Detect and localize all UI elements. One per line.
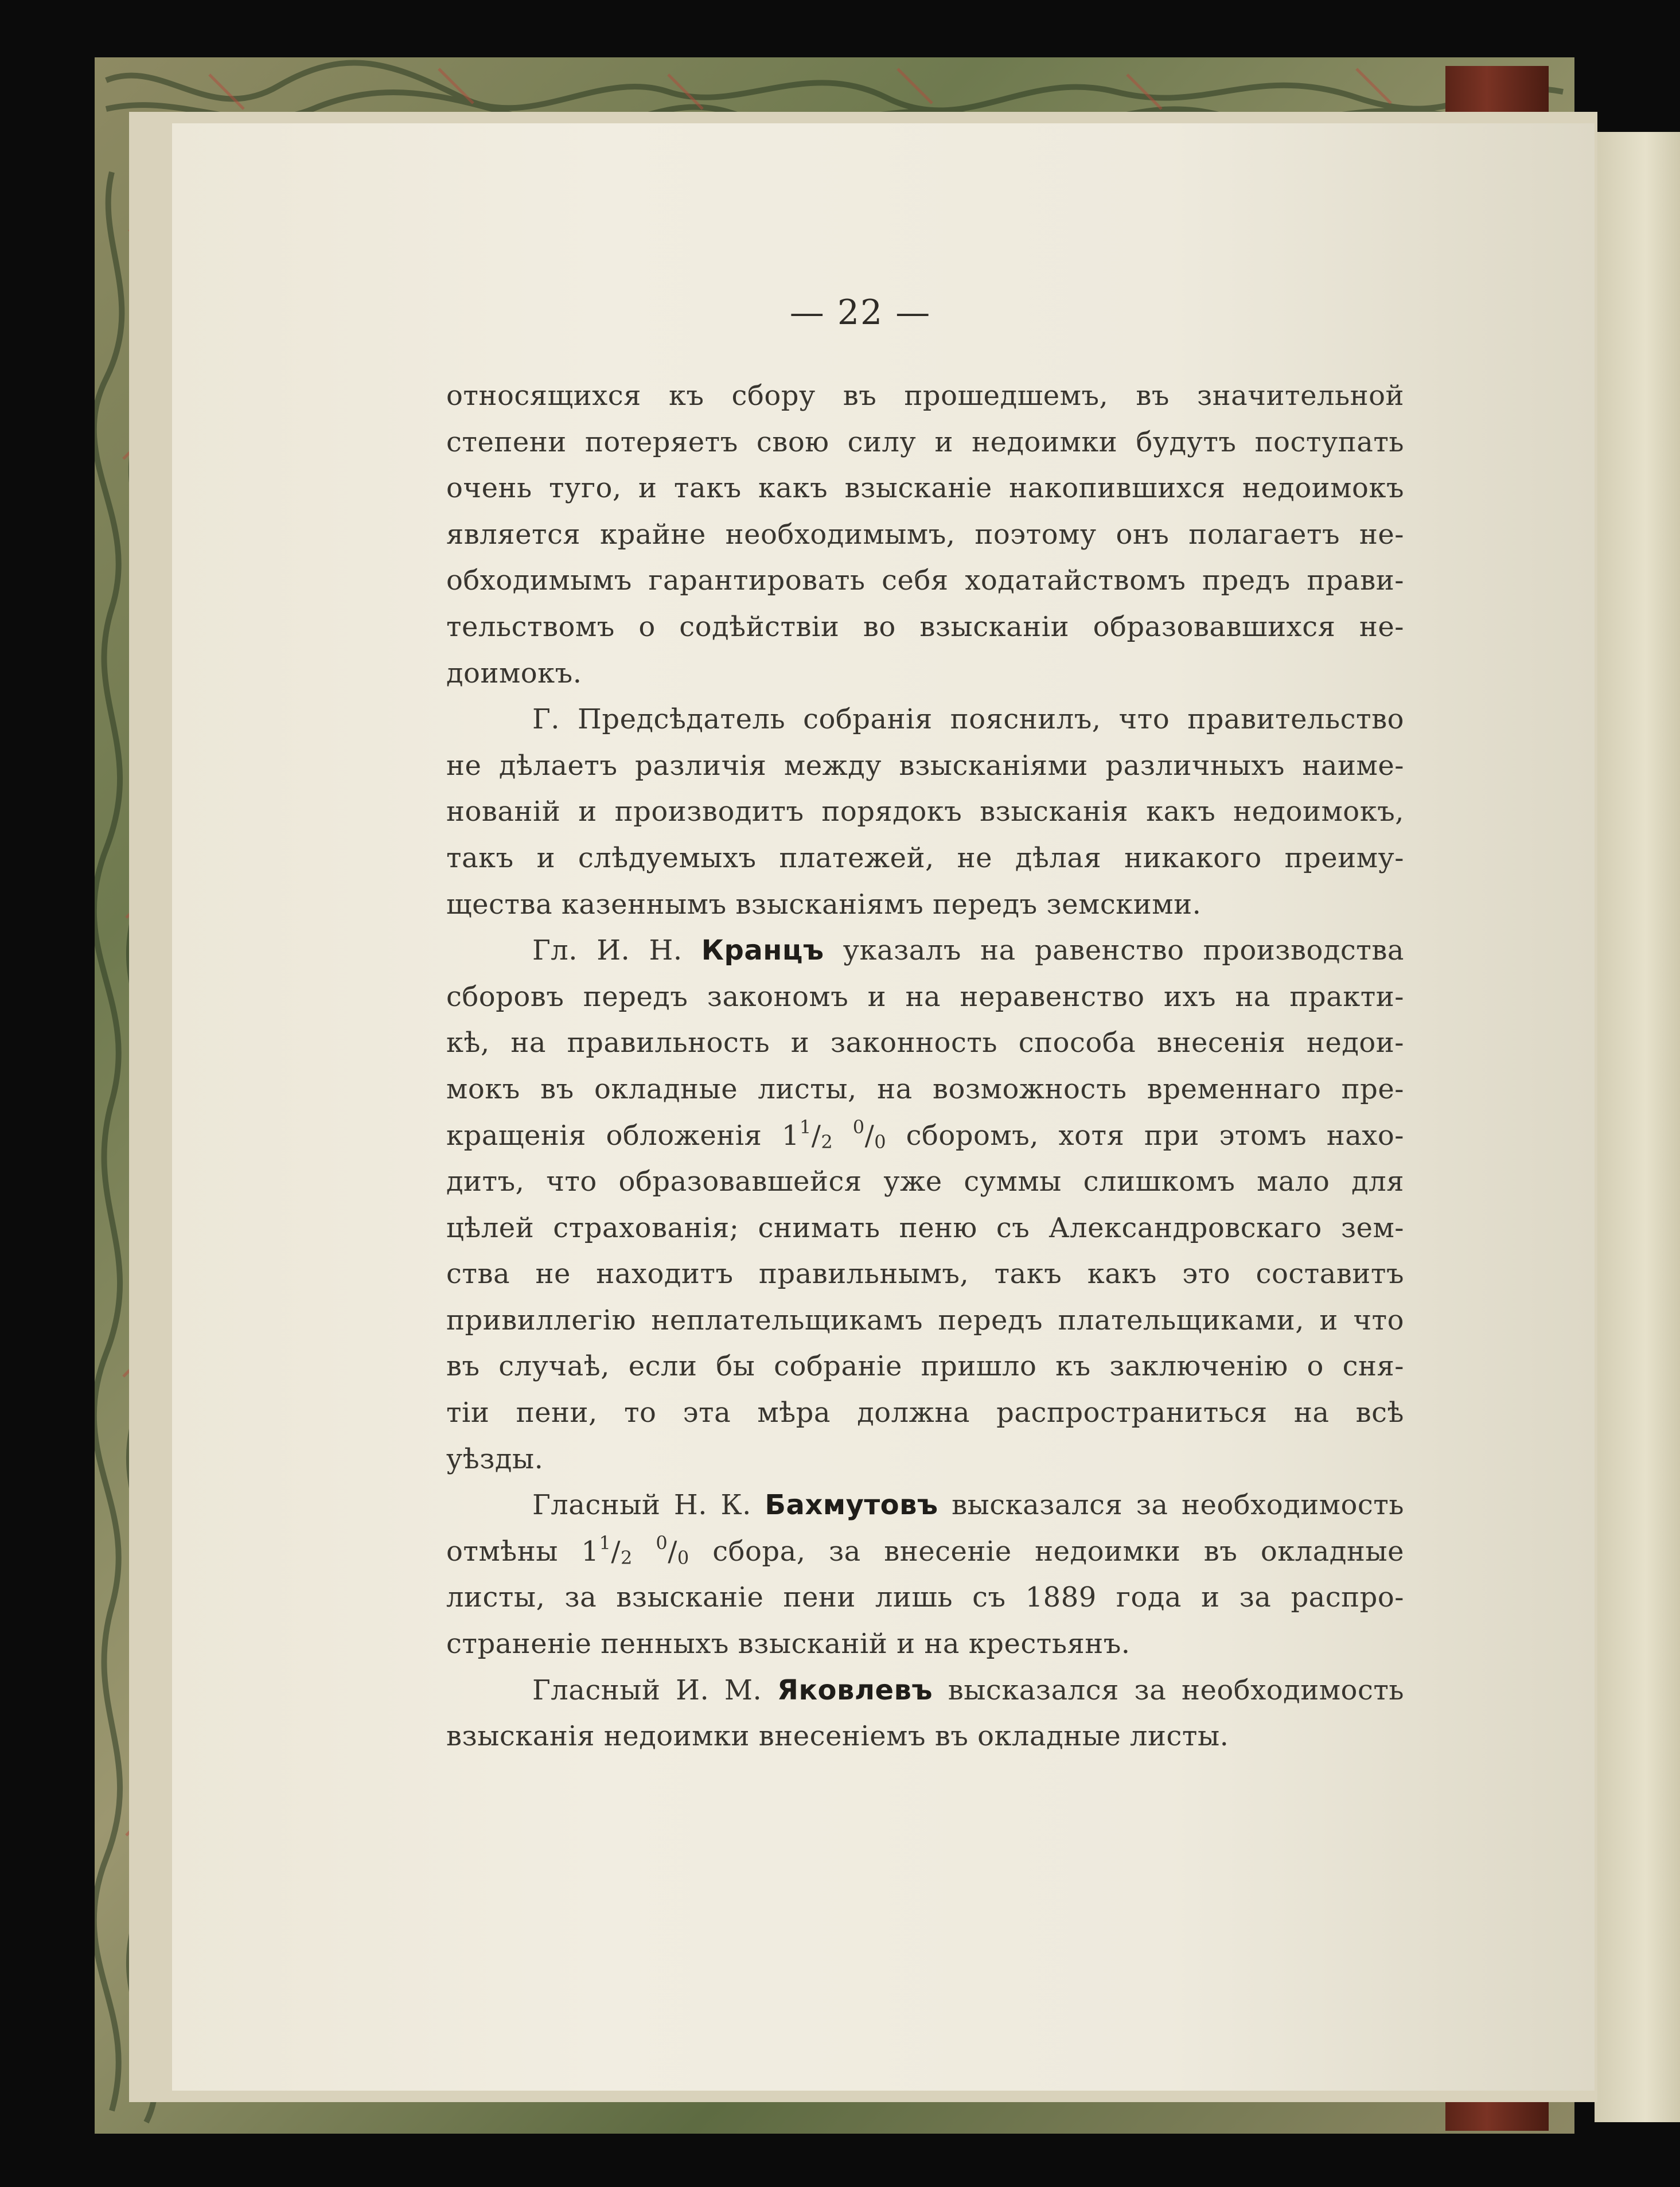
text-line: взысканія недоимки внесеніемъ въ окладные листы.: [446, 1720, 1229, 1753]
text-fragment: указалъ на равенство производства: [843, 934, 1404, 967]
fraction-denominator: 2: [821, 1130, 833, 1153]
speaker-name: Бахмутовъ: [765, 1489, 938, 1522]
speaker-prefix: Гласный И. М.: [532, 1674, 762, 1706]
next-page-edge: [1595, 132, 1680, 2122]
text-line: ства не находитъ правильнымъ, такъ какъ это составитъ: [446, 1258, 1404, 1291]
fraction-denominator: 2: [620, 1546, 633, 1569]
text-fragment: высказался за необходимость: [952, 1489, 1404, 1522]
text-line: кѣ, на правильность и законность способа внесенія недои-: [446, 1027, 1404, 1059]
text-line: нованій и производитъ порядокъ взысканія какъ недоимокъ,: [446, 796, 1404, 828]
text-line: сборовъ передъ закономъ и на неравенство ихъ на практи-: [446, 980, 1404, 1013]
speaker-name: Кранцъ: [701, 934, 824, 967]
text-line: доимокъ.: [446, 657, 582, 689]
speaker-prefix: Гл. И. Н.: [532, 934, 683, 967]
text-line: отмѣны $1^1/2$ $^0$/0 сбора, за внесеніе недоимки въ окладные: [446, 1531, 1405, 1569]
text-line: страненіе пенныхъ взысканій и на крестьянъ.: [446, 1628, 1131, 1660]
text-line: очень туго, и такъ какъ взысканіе накопившихся недоимокъ: [446, 472, 1404, 505]
text-fragment: кращенія обложенія 1: [446, 1119, 800, 1152]
text-line: такъ и слѣдуемыхъ платежей, не дѣлая никакого преиму-: [446, 841, 1404, 874]
text-fragment: высказался за необходимость: [948, 1674, 1405, 1706]
page-number: — 22 —: [789, 293, 931, 333]
percent-zero: 0: [874, 1130, 887, 1153]
text-line: Г. Предсѣдатель собранія пояснилъ, что правительство: [532, 703, 1404, 736]
text-line: листы, за взысканіе пени лишь съ 1889 года и за распро-: [446, 1581, 1404, 1614]
text-line: степени потеряетъ свою силу и недоимки будутъ поступать: [446, 426, 1404, 458]
text-fragment: сбора, за внесеніе недоимки въ окладные: [712, 1535, 1405, 1568]
percent-degree: 0: [656, 1531, 668, 1554]
text-line: въ случаѣ, если бы собраніе пришло къ заключенію о сня-: [446, 1350, 1404, 1383]
text-line: обходимымъ гарантировать себя ходатайствомъ предъ прави-: [446, 564, 1404, 597]
text-line: уѣзды.: [446, 1443, 544, 1475]
text-line: тіи пени, то эта мѣра должна распространиться на всѣ: [446, 1397, 1404, 1429]
text-line: относящихся къ сбору въ прошедшемъ, въ значительной: [446, 380, 1404, 412]
text-line: не дѣлаетъ различія между взысканіями различныхъ наиме-: [446, 749, 1404, 782]
fraction-numerator: 1: [799, 1116, 812, 1138]
text-fragment: сборомъ, хотя при этомъ нахо-: [906, 1119, 1404, 1152]
speaker-prefix: Гласный Н. К.: [532, 1489, 751, 1522]
text-line: кращенія обложенія $1^1/2$ $^0$/0 сборомъ, хотя при этомъ нахо-: [446, 1116, 1404, 1153]
text-line: щества казеннымъ взысканіямъ передъ земскими.: [446, 888, 1202, 921]
text-line: тельствомъ о содѣйствіи во взысканіи образовавшихся не-: [446, 610, 1404, 643]
text-line: цѣлей страхованія; снимать пеню съ Александровскаго зем-: [446, 1211, 1404, 1244]
text-line: является крайне необходимымъ, поэтому онъ полагаетъ не-: [446, 518, 1404, 551]
text-line: привиллегію неплательщикамъ передъ плательщиками, и что: [446, 1304, 1404, 1336]
speaker-name: Яковлевъ: [777, 1674, 933, 1706]
text-line: [446, 1667, 1404, 1714]
page-body-text: [446, 373, 1404, 1760]
text-line: [446, 1482, 1404, 1529]
text-line: дитъ, что образовавшейся уже суммы слишкомъ мало для: [446, 1165, 1404, 1198]
text-line: мокъ въ окладные листы, на возможность временнаго пре-: [446, 1073, 1404, 1105]
text-line: [446, 927, 1404, 974]
fraction-numerator: 1: [599, 1531, 611, 1554]
text-fragment: отмѣны 1: [446, 1535, 599, 1568]
percent-zero: 0: [677, 1546, 689, 1569]
percent-degree: 0: [852, 1116, 865, 1138]
